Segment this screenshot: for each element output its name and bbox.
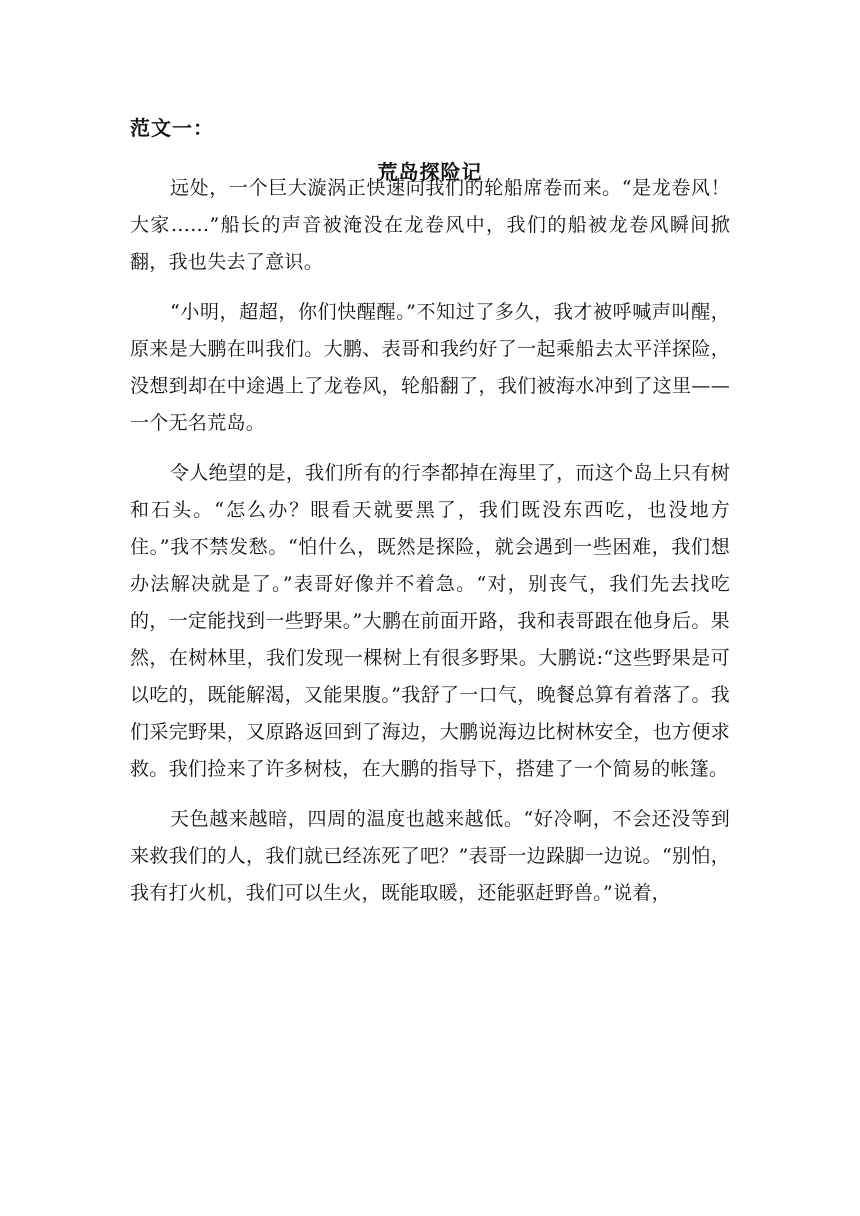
- paragraph-3: 令人绝望的是，我们所有的行李都掉在海里了，而这个岛上只有树和石头。“怎么办？眼看天就要黑了，我们既没东西吃，也没地方住。”我不禁发愁。“怕什么，既然是探险，就会遇到一些困难，我们想办法解决就是了。”表哥好像并不着急。“对，别丧气，我们先去找吃的，一定能找到一些野果。”大鹏在前面开路，我和表哥跟在他身后。果然，在树林里，我们发现一棵树上有很多野果。大鹏说:“这些野果是可以吃的，既能解渴，又能果腹。”我舒了一口气，晚餐总算有着落了。我们采完野果，又原路返回到了海边，大鹏说海边比树林安全，也方便求救。我们捡来了许多树枝，在大鹏的指导下，搭建了一个简易的帐篷。: [130, 462, 730, 780]
- paragraph-4: 天色越来越暗，四周的温度也越来越低。“好冷啊，不会还没等到来救我们的人，我们就已经冻死了吧？”表哥一边跺脚一边说。“别怕，我有打火机，我们可以生火，既能取暖，还能驱赶野兽。”说着，: [130, 808, 730, 904]
- essay-title: 荒岛探险记: [377, 160, 483, 184]
- paragraph-1: 远处，一个巨大漩涡正快速向我们的轮船席卷而来。“是龙卷风！大家……”船长的声音被淹没在龙卷风中，我们的船被龙卷风瞬间掀翻，我也失去了意识。: [130, 177, 730, 273]
- section-label: 范文一：: [130, 116, 214, 140]
- essay-body: [130, 170, 730, 912]
- paragraph-2: “小明，超超，你们快醒醒。”不知过了多久，我才被呼喊声叫醒，原来是大鹏在叫我们。大鹏、表哥和我约好了一起乘船去太平洋探险，没想到却在中途遇上了龙卷风，轮船翻了，我们被海水冲到了这里——一个无名荒岛。: [130, 301, 730, 434]
